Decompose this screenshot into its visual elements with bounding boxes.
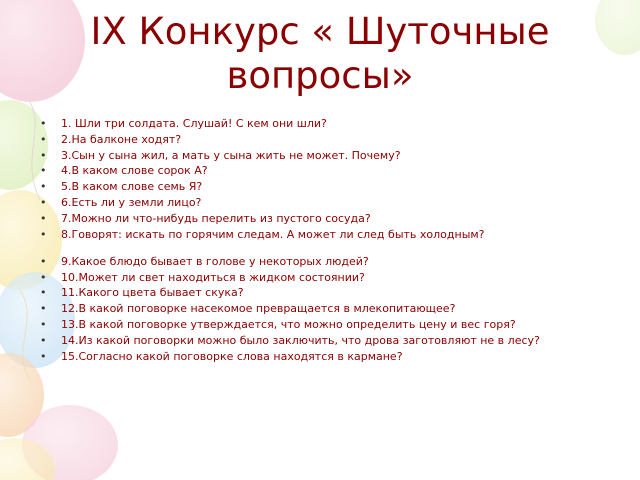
bullet: • — [40, 117, 47, 130]
bullet: • — [40, 180, 47, 194]
bullet: • — [40, 211, 47, 225]
list-item — [40, 255, 600, 268]
question-text: 4.В каком слове сорок А? — [61, 164, 208, 178]
question-text: 1. Шли три солдата. Слушай! С кем они шли? — [61, 117, 327, 130]
question-text: 6.Есть ли у земли лицо? — [61, 195, 202, 209]
title-line-1: IX Конкурс « Шуточные — [90, 10, 550, 53]
list-item — [40, 212, 600, 225]
bullet: • — [40, 227, 47, 241]
list-item — [40, 196, 600, 209]
bullet: • — [40, 270, 47, 284]
list-item — [40, 164, 600, 177]
list-item — [40, 350, 600, 363]
bullet: • — [40, 148, 47, 162]
list-item — [40, 334, 600, 347]
question-text: 9.Какое блюдо бывает в голове у некоторых людей? — [61, 254, 369, 268]
bullet: • — [40, 333, 47, 347]
bullet: • — [40, 286, 47, 300]
list-item — [40, 318, 600, 331]
slide-title — [20, 10, 620, 98]
question-text: 3.Сын у сына жил, а мать у сына жить не может. Почему? — [61, 148, 401, 162]
bullet: • — [40, 318, 47, 332]
questions-list — [40, 117, 600, 365]
bullet: • — [40, 132, 47, 146]
question-text: 2.На балконе ходят? — [61, 132, 182, 146]
question-text: 11.Какого цвета бывает скука? — [61, 286, 244, 300]
title-line-2: вопросы» — [226, 54, 414, 97]
list-item — [40, 117, 600, 130]
bullet: • — [40, 164, 47, 178]
question-text: 13.В какой поговорке утверждается, что можно определить цену и вес горя? — [61, 318, 516, 332]
question-text: 10.Может ли свет находиться в жидком состоянии? — [61, 270, 365, 284]
list-item — [40, 228, 600, 241]
bullet: • — [40, 254, 47, 268]
list-item — [40, 180, 600, 193]
question-text: 7.Можно ли что-нибудь перелить из пустого сосуда? — [61, 211, 371, 225]
question-text: 5.В каком слове семь Я? — [61, 180, 203, 194]
list-item — [40, 286, 600, 299]
question-text: 15.Согласно какой поговорке слова находятся в кармане? — [61, 349, 403, 363]
list-item — [40, 271, 600, 284]
bullet: • — [40, 349, 47, 363]
bullet: • — [40, 302, 47, 316]
list-item — [40, 302, 600, 315]
list-item — [40, 149, 600, 162]
question-text: 14.Из какой поговорки можно было заключить, что дрова заготовляют не в лесу? — [61, 333, 540, 347]
list-item — [40, 133, 600, 146]
bullet: • — [40, 195, 47, 209]
question-text: 8.Говорят: искать по горячим следам. А может ли след быть холодным? — [61, 227, 485, 241]
question-text: 12.В какой поговорке насекомое превращается в млекопитающее? — [61, 302, 456, 316]
